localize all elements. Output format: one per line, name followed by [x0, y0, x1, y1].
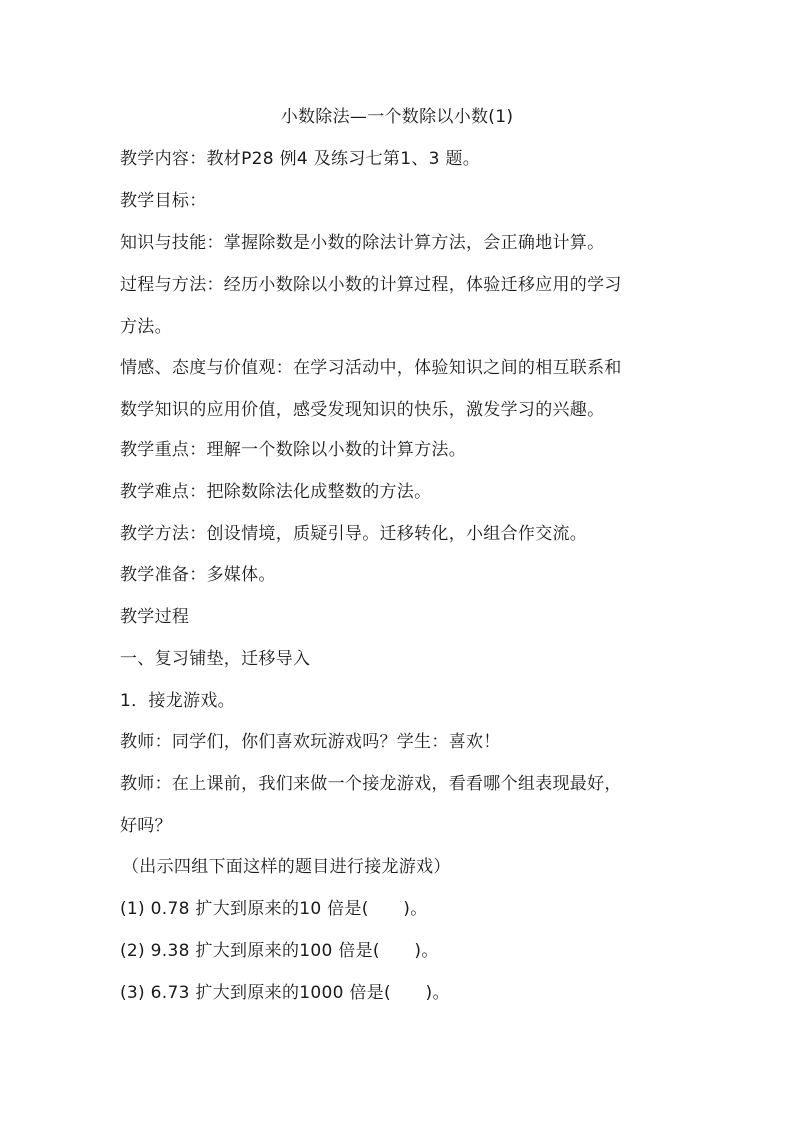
teaching-focus-line: 教学重点：理解一个数除以小数的计算方法。: [120, 440, 466, 460]
teaching-goals-heading: 教学目标：: [120, 191, 207, 211]
exercise-1: (1) 0.78 扩大到原来的10 倍是( )。: [120, 899, 428, 919]
process-method-line-cont: 方法。: [120, 317, 172, 337]
dialogue-line-1: 教师：同学们，你们喜欢玩游戏吗？学生：喜欢！: [120, 732, 501, 752]
knowledge-skills-line: 知识与技能：掌握除数是小数的除法计算方法，会正确地计算。: [120, 233, 605, 253]
process-method-line: 过程与方法：经历小数除以小数的计算过程，体验迁移应用的学习: [120, 275, 622, 295]
emotion-attitude-line-cont: 数学知识的应用价值，感受发现知识的快乐，激发学习的兴趣。: [120, 400, 605, 420]
teaching-process-heading: 教学过程: [120, 607, 190, 627]
dialogue-line-2: 教师：在上课前，我们来做一个接龙游戏，看看哪个组表现最好，: [120, 774, 622, 794]
teaching-method-line: 教学方法：创设情境，质疑引导。迁移转化，小组合作交流。: [120, 524, 588, 544]
teaching-content-line: 教学内容：教材P28 例4 及练习七第1、3 题。: [120, 149, 481, 169]
section-one-heading: 一、复习铺垫，迁移导入: [120, 649, 311, 669]
exercise-2: (2) 9.38 扩大到原来的100 倍是( )。: [120, 941, 439, 961]
exercise-3: (3) 6.73 扩大到原来的1000 倍是( )。: [120, 983, 450, 1003]
item-one-line: 1．接龙游戏。: [120, 691, 235, 711]
instruction-line: （出示四组下面这样的题目进行接龙游戏）: [122, 857, 451, 877]
teaching-prep-line: 教学准备：多媒体。: [120, 565, 276, 585]
teaching-difficulty-line: 教学难点：把除数除法化成整数的方法。: [120, 482, 432, 502]
dialogue-line-2-cont: 好吗？: [120, 816, 172, 836]
emotion-attitude-line: 情感、态度与价值观：在学习活动中，体验知识之间的相互联系和: [120, 358, 622, 378]
document-title: 小数除法—一个数除以小数(1): [280, 107, 514, 127]
